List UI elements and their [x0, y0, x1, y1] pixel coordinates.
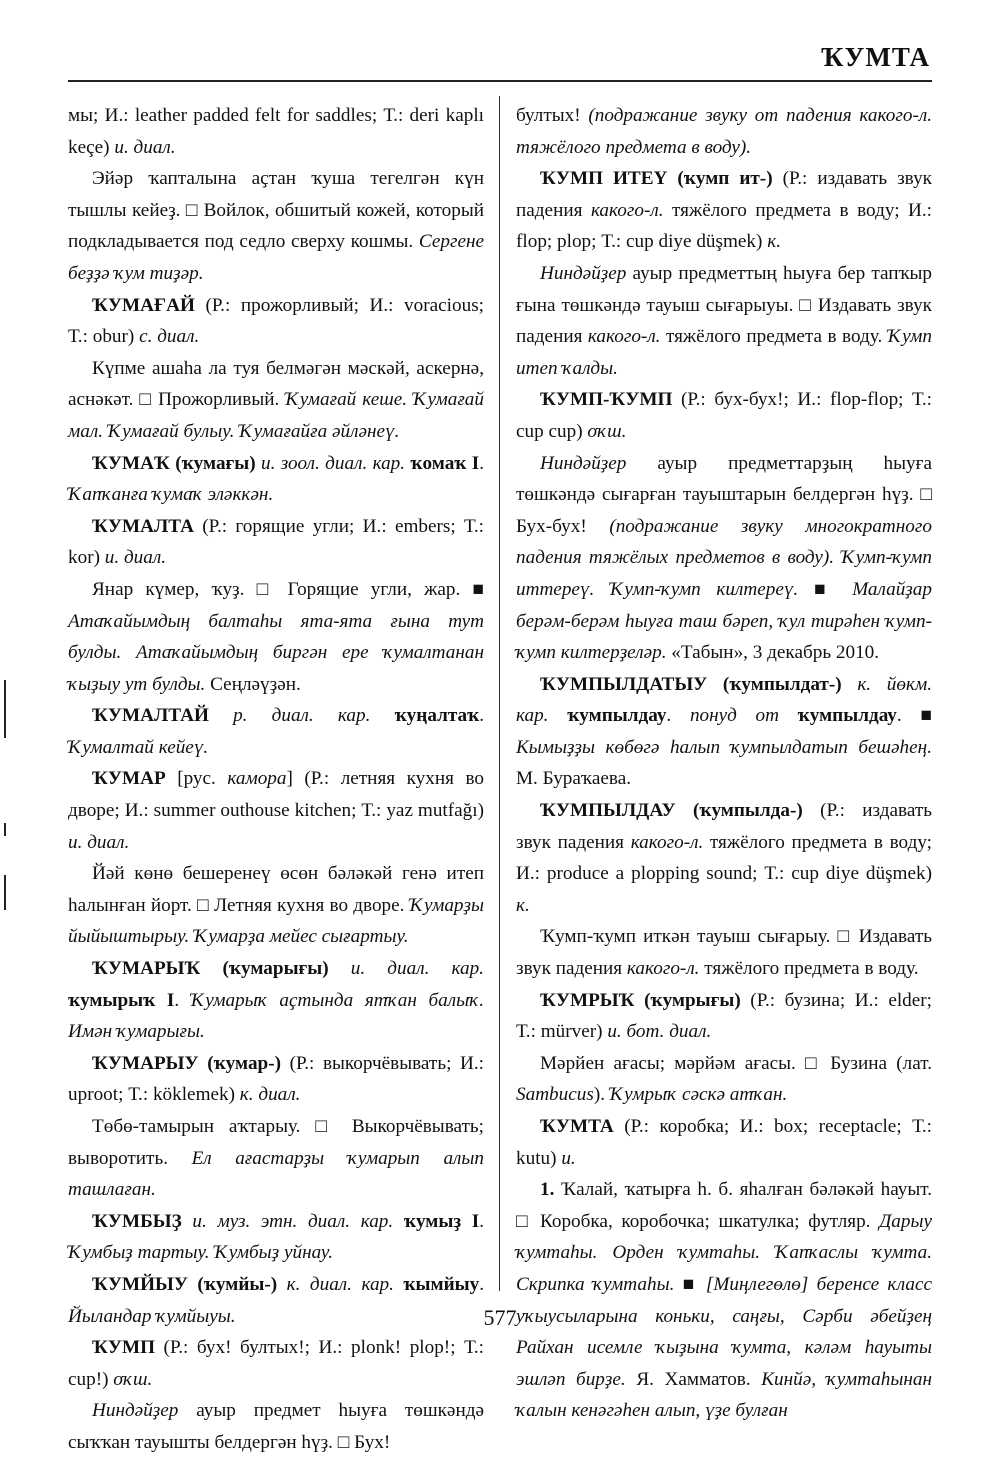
headword: ҡымйыу — [393, 1273, 480, 1295]
italic-text: к. йөкм. кар. — [516, 673, 932, 727]
italic-text: к. диал. кар. — [277, 1273, 394, 1295]
dictionary-paragraph — [68, 763, 484, 858]
body-text: мы; И.: leather padded felt for saddles; Т.: deri kaplı keçe) — [68, 105, 484, 158]
italic-text: какого-л. — [587, 326, 661, 348]
italic-text: Малайҙар берәм-берәм һыуға таш бәреп, ҡул тирәһен ҡумп-ҡумп килтерҙеләр. — [516, 578, 932, 664]
body-text: Төбө-тамырын аҡтарыу. □ Выкорчёвывать; выворотить. — [68, 1116, 484, 1169]
italic-text: Ҡапҡанға ҡумаҡ эләккән. — [68, 484, 274, 506]
headword: ҠУМП — [92, 1337, 156, 1359]
dictionary-paragraph — [68, 1111, 484, 1206]
page-number: 577 — [483, 1305, 517, 1330]
body-text: Ҡумп-ҡумп иткән тауыш сығарыу. □ Издавать звук падения — [516, 926, 932, 980]
body-text: [рус. — [165, 768, 228, 790]
dictionary-paragraph — [68, 1048, 484, 1111]
header-rule — [68, 80, 932, 82]
headword: ҠУМАР — [92, 768, 166, 790]
body-text: . — [174, 989, 191, 1011]
body-text: (Р.: горящие угли; И.: embers; Т.: kor) — [68, 515, 484, 569]
body-text: тяжёлого предмета в воду; И.: flop; plop; Т.: cup diye düşmek) — [516, 199, 933, 253]
headword: ҠУМАҒАЙ — [92, 294, 195, 316]
body-text: «Табын», 3 декабрь 2010. — [666, 642, 880, 664]
italic-text: Йыландар ҡумйыуы. — [68, 1305, 236, 1327]
body-text: ауыр предмет һыуға төшкәндә сыҡҡан тауышты белдергән һүҙ. □ Бух! — [68, 1400, 484, 1453]
scan-margin-mark — [4, 680, 6, 738]
headword: ҠУМАЛТА — [92, 515, 194, 537]
body-text: (Р.: бух-бух!; И.: flop-flop; Т.: cup cup) — [516, 389, 932, 442]
italic-text: Ҡумағай кеше. Ҡумағай мал. Ҡумағай булыу. Ҡумағайға әйләнеү. — [68, 389, 484, 442]
italic-text: какого-л. — [590, 199, 664, 221]
body-text: Сеңләүҙән. — [205, 673, 301, 695]
headword: ҠУМПЫЛДАУ (ҡумпылда-) — [540, 800, 803, 822]
body-text: (Р.: прожорливый; И.: voracious; Т.: obur) — [68, 294, 484, 348]
body-text: (Р.: издавать звук падения — [516, 168, 932, 221]
italic-text: Кинйә, ҡумтаһынан ҡалын кенәгәһен алып, үҙе булған — [516, 1368, 932, 1422]
dictionary-paragraph — [516, 921, 932, 984]
body-text: (Р.: бузина; И.: elder; Т.: mürver) — [516, 989, 933, 1043]
headword: ҡуңалтаҡ — [370, 705, 480, 727]
italic-text: к. диал. — [239, 1084, 301, 1106]
dictionary-paragraph — [68, 574, 484, 700]
headword: ҡумырыҡ I — [68, 989, 175, 1011]
italic-text: Дарыу ҡумтаһы. Орден ҡумтаһы. Ҡапҡаслы ҡумта. Скрипка ҡумтаһы. — [516, 1210, 932, 1295]
scan-margin-mark — [4, 875, 6, 910]
scan-margin-mark — [4, 823, 6, 836]
dictionary-paragraph — [68, 448, 484, 511]
italic-text: понуд от — [689, 705, 779, 727]
headword: ҠУМП ИТЕҮ (ҡумп ит-) — [540, 168, 773, 190]
headword: ҠУМТА — [540, 1116, 614, 1137]
italic-text: Sambucus — [516, 1084, 594, 1106]
body-text: . — [666, 705, 690, 727]
headword: ҠУМРЫҠ (ҡумрығы) — [540, 989, 741, 1011]
dictionary-paragraph — [516, 384, 932, 447]
italic-text: какого-л. — [630, 831, 704, 853]
left-column — [68, 100, 484, 1459]
italic-text: Ҡумалтай кейеү. — [68, 736, 209, 758]
body-text: Ҡалай, ҡатырға һ. б. яһалған бәләкәй һауыт. □ Коробка, коробочка; шкатулка; футляр. — [516, 1179, 932, 1232]
body-text: ■ — [674, 1273, 706, 1295]
italic-text: и. диал. — [114, 136, 176, 158]
body-text: тяжёлого предмета в воду. — [660, 326, 888, 348]
italic-text: и. бот. диал. — [607, 1021, 712, 1043]
italic-text: Ҡумарҙы йыйыштырыу. Ҡумарҙа мейес сығартыу. — [68, 894, 484, 948]
headword: ҡумыҙ I — [393, 1210, 480, 1232]
headword: ҡумпылдау — [548, 705, 667, 727]
italic-text: и. зоол. диал. кар. — [255, 452, 406, 474]
dictionary-paragraph — [68, 1206, 484, 1269]
italic-text: р. диал. кар. — [208, 705, 371, 727]
body-text: Янар күмер, ҡуҙ. □ Горящие угли, жар. ■ — [92, 578, 484, 600]
dictionary-paragraph — [68, 163, 484, 289]
dictionary-paragraph — [68, 100, 484, 163]
italic-text: и. муз. этн. диал. кар. — [181, 1210, 394, 1232]
italic-text: и. диал. кар. — [328, 958, 484, 980]
body-text: тяжёлого предмета в воду; И.: produce a plopping sound; Т.: cup diye düşmek) — [516, 831, 932, 885]
dictionary-paragraph — [516, 448, 932, 669]
dictionary-paragraph — [516, 669, 932, 795]
italic-text: и. — [561, 1147, 576, 1169]
body-text: Я. Хамматов. — [625, 1368, 762, 1390]
dictionary-paragraph — [516, 258, 932, 384]
italic-text: к. — [516, 894, 530, 916]
italic-text: Сергене беҙҙә ҡум тиҙәр. — [68, 231, 484, 284]
italic-text: оҡш. — [113, 1368, 153, 1390]
italic-text: Ҡумарыҡ аҫтында ятҡан балыҡ. Имән ҡумарығы. — [68, 989, 485, 1043]
italic-text: какого-л. — [626, 958, 700, 980]
headword: ҠУМАҠ (ҡумағы) — [92, 452, 256, 474]
body-text: тяжёлого предмета в воду. — [699, 958, 919, 980]
dictionary-paragraph — [516, 985, 932, 1048]
italic-text: оҡш. — [587, 420, 627, 442]
headword: ҠУМАЛТАЙ — [92, 705, 209, 727]
body-text: . — [479, 1210, 484, 1232]
body-text: (Р.: выкорчёвывать; И.: uproot; Т.: köklemek) — [68, 1052, 484, 1106]
dictionary-paragraph — [68, 953, 484, 1048]
headword: ҠУМП-ҠУМП — [540, 389, 673, 411]
italic-text: Ниндәйҙер — [540, 452, 627, 474]
body-text: . ■ — [896, 705, 932, 727]
body-text: . — [479, 1273, 485, 1295]
headword: ҠУМАРЫУ (ҡумар-) — [92, 1052, 281, 1074]
body-text: бултых! — [516, 105, 589, 126]
right-column — [516, 100, 932, 1427]
body-text: . — [479, 705, 484, 727]
dictionary-paragraph — [516, 163, 932, 258]
italic-text: Ҡумрыҡ сәскә атҡан. — [609, 1084, 788, 1106]
headword: ҠУМЙЫУ (ҡумйы-) — [92, 1273, 278, 1295]
italic-text: [Миңлегөлө] беренсе класс уҡыусыларына коньки, саңғы, Сәрби әбейҙең Райхан исемле ҡыҙына ҡумта, кәләм һауыты эшләп бирҙе. — [516, 1273, 933, 1390]
italic-text: Ел ағастарҙы ҡумарып алып ташлаған. — [68, 1147, 484, 1201]
body-text: ауыр предметтарҙың һыуға төшкәндә сығарған тауыштарын белдергән һүҙ. □ Бух-бух! — [516, 452, 932, 537]
dictionary-paragraph — [516, 100, 932, 163]
headword: 1. — [540, 1179, 555, 1201]
headword: ҠУМПЫЛДАТЫУ (ҡумпылдат-) — [540, 673, 842, 695]
dictionary-paragraph — [68, 290, 484, 353]
dictionary-paragraph — [68, 511, 484, 574]
dictionary-paragraph — [68, 1395, 484, 1458]
body-text: (Р.: бух! бултых!; И.: plonk! plop!; Т.: cup!) — [68, 1337, 484, 1390]
italic-text: к. — [767, 231, 781, 253]
italic-text: Ниндәйҙер — [540, 262, 627, 284]
body-text: Йәй көнө бешеренеү өсөн бәләкәй генә итеп һалынған йорт. □ Летняя кухня во дворе. — [68, 863, 484, 916]
body-text: Күпме ашаһа ла туя белмәгән мәскәй, аскернә, аснәкәт. □ Прожорливый. — [68, 357, 484, 411]
dictionary-paragraph — [68, 858, 484, 953]
headword: ҡумпылдау — [778, 705, 897, 727]
running-head: ҠУМТА — [821, 42, 930, 72]
body-text: ] (Р.: летняя кухня во дворе; И.: summer outhouse kitchen; Т.: yaz mutfağı) — [68, 768, 484, 822]
italic-text: Ҡумп итеп ҡалды. — [516, 326, 932, 379]
body-text: Мәрйен ағасы; мәрйәм ағасы. □ Бузина (лат. — [540, 1052, 932, 1074]
body-text: . — [479, 452, 484, 474]
italic-text: камора — [227, 768, 287, 790]
headword: ҠУМБЫҘ — [92, 1210, 182, 1232]
dictionary-paragraph — [68, 353, 484, 448]
italic-text: и. диал. — [104, 547, 167, 569]
body-text: Эйәр ҡапталына аҫтан ҡуша тегелгән күн тышлы кейеҙ. □ Войлок, обшитый кожей, который подкладывается под седло сверху кошмы. — [68, 168, 484, 253]
italic-text: Ниндәйҙер — [92, 1400, 179, 1422]
dictionary-paragraph — [516, 1048, 932, 1111]
headword: ҠУМАРЫҠ (ҡумарығы) — [92, 958, 329, 980]
dictionary-paragraph — [68, 700, 484, 763]
italic-text: Ҡумбыҙ тартыу. Ҡумбыҙ уйнау. — [68, 1242, 334, 1264]
italic-text: и. диал. — [68, 831, 130, 853]
column-divider — [499, 96, 500, 1291]
dictionary-paragraph — [516, 795, 932, 921]
italic-text: Атаҡайымдың балтаһы ята-ята ғына тут булды. Атаҡайымдың биргән ере ҡумалтанан ҡыҙыу ут булды. — [68, 610, 484, 695]
dictionary-paragraph — [68, 1332, 484, 1395]
body-text: ■ — [798, 578, 853, 600]
body-text: М. Бураҡаева. — [516, 768, 632, 790]
dictionary-paragraph — [516, 1111, 932, 1174]
body-text: (Р.: коробка; И.: box; receptacle; Т.: kutu) — [516, 1116, 932, 1169]
italic-text: (подражание звуку от падения какого-л. тяжёлого предмета в воду). — [516, 105, 932, 158]
italic-text: (подражание звуку многократного падения тяжёлых предметов в воду). Ҡумп-ҡумп иттереү. Ҡумп-ҡумп килтереү. — [516, 515, 932, 600]
body-text: ). — [593, 1084, 610, 1106]
headword: ҡомаҡ I — [405, 452, 480, 474]
body-text: ауыр предметтың һыуға бер тапҡыр ғына төшкәндә тауыш сығарыуы. □ Издавать звук падения — [516, 262, 932, 348]
dictionary-paragraph — [516, 1174, 932, 1427]
italic-text: Кымыҙҙы көбөгә һалып ҡумпылдатып бешәһең. — [516, 736, 932, 758]
italic-text: с. диал. — [139, 326, 200, 348]
body-text: (Р.: издавать звук падения — [516, 800, 932, 853]
